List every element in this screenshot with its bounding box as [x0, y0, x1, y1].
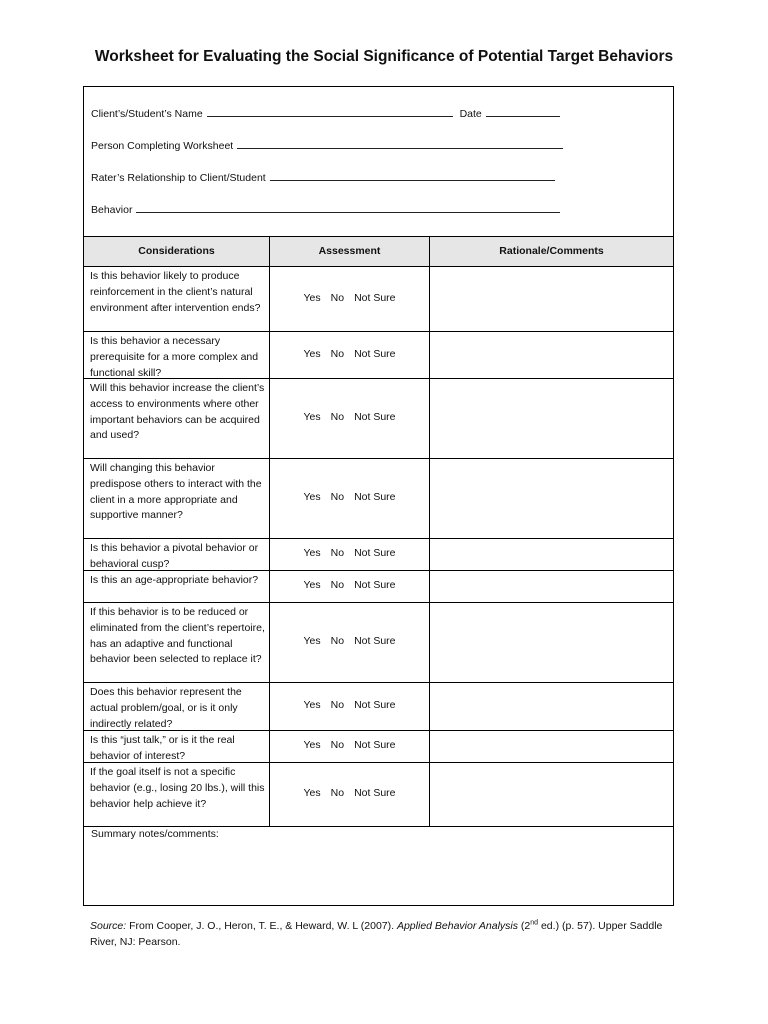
- source-book: Applied Behavior Analysis: [396, 920, 518, 932]
- option-no[interactable]: No: [330, 579, 345, 591]
- behavior-line: [91, 202, 560, 216]
- assessment-options: [270, 787, 429, 799]
- table-row: [84, 731, 673, 763]
- source-edition-sup: nd: [530, 919, 539, 927]
- header-considerations: Considerations: [138, 245, 215, 257]
- option-yes[interactable]: Yes: [303, 347, 321, 360]
- table-row: [84, 539, 673, 571]
- consideration-question: Will changing this behavior predispose others to interact with the client in a more appropriate and supportive manner?: [90, 462, 262, 522]
- option-yes[interactable]: Yes: [303, 579, 321, 591]
- option-no[interactable]: No: [330, 635, 345, 647]
- option-not-sure[interactable]: Not Sure: [354, 291, 396, 304]
- option-not-sure[interactable]: Not Sure: [354, 491, 396, 503]
- table-row: [84, 332, 673, 379]
- consideration-question: Will this behavior increase the client’s access to environments where other important behaviors can be acquired and used?: [90, 382, 265, 442]
- relationship-blank[interactable]: [270, 170, 555, 181]
- table-row: [84, 763, 673, 827]
- option-not-sure[interactable]: Not Sure: [354, 411, 396, 423]
- name-label: Client’s/Student’s Name: [91, 108, 203, 120]
- option-no[interactable]: No: [330, 491, 345, 503]
- column-divider: [429, 236, 430, 826]
- option-yes[interactable]: Yes: [303, 411, 321, 423]
- assessment-options: [270, 579, 429, 591]
- option-yes[interactable]: Yes: [303, 291, 321, 304]
- source-citation: [90, 918, 670, 950]
- option-no[interactable]: No: [330, 411, 345, 423]
- table-row: [84, 571, 673, 603]
- source-edition-close: ed.) (p. 57). Upper Saddle River, NJ: Pearson.: [90, 920, 663, 948]
- option-not-sure[interactable]: Not Sure: [354, 347, 396, 360]
- consideration-question: Is this an age-appropriate behavior?: [90, 574, 259, 586]
- assessment-options: [270, 635, 429, 647]
- consideration-question: If this behavior is to be reduced or eliminated from the client’s repertoire, has an adaptive and functional behavior been selected to replace it?: [90, 606, 265, 666]
- name-date-line: [91, 106, 560, 120]
- option-yes[interactable]: Yes: [303, 491, 321, 503]
- consideration-question: If the goal itself is not a specific behavior (e.g., losing 20 lbs.), will this behavior help achieve it?: [90, 766, 265, 810]
- option-no[interactable]: No: [330, 347, 345, 360]
- worksheet-frame: [83, 86, 674, 906]
- header-assessment: Assessment: [318, 245, 381, 257]
- relationship-line: [91, 170, 555, 184]
- rationale-cell[interactable]: [430, 683, 673, 730]
- name-blank[interactable]: [207, 106, 453, 117]
- worksheet-title: Worksheet for Evaluating the Social Significance of Potential Target Behaviors: [94, 48, 674, 65]
- option-yes[interactable]: Yes: [303, 547, 321, 559]
- option-yes[interactable]: Yes: [303, 635, 321, 647]
- header-rationale: Rationale/Comments: [499, 245, 604, 257]
- rationale-cell[interactable]: [430, 571, 673, 602]
- rationale-cell[interactable]: [430, 539, 673, 570]
- assessment-options: [270, 411, 429, 423]
- table-row: [84, 683, 673, 731]
- table-header: [84, 236, 673, 267]
- option-yes[interactable]: Yes: [303, 739, 321, 751]
- option-no[interactable]: No: [330, 699, 345, 711]
- rationale-cell[interactable]: [430, 332, 673, 378]
- consideration-question: Is this behavior a necessary prerequisite for a more complex and functional skill?: [90, 335, 259, 379]
- rationale-cell[interactable]: [430, 459, 673, 538]
- summary-label: Summary notes/comments:: [91, 828, 219, 840]
- option-yes[interactable]: Yes: [303, 787, 321, 799]
- option-yes[interactable]: Yes: [303, 699, 321, 711]
- assessment-options: [270, 547, 429, 559]
- option-no[interactable]: No: [330, 291, 345, 304]
- person-label: Person Completing Worksheet: [91, 140, 234, 152]
- rationale-cell[interactable]: [430, 731, 673, 762]
- date-label: Date: [459, 108, 482, 120]
- column-divider: [269, 236, 270, 826]
- table-row: [84, 267, 673, 332]
- option-not-sure[interactable]: Not Sure: [354, 635, 396, 647]
- source-authors: From Cooper, J. O., Heron, T. E., & Heward, W. L (2007).: [129, 920, 395, 932]
- rationale-cell[interactable]: [430, 267, 673, 331]
- consideration-question: Is this behavior a pivotal behavior or behavioral cusp?: [90, 542, 259, 570]
- assessment-options: [270, 348, 429, 360]
- behavior-blank[interactable]: [136, 202, 560, 213]
- table-row: [84, 379, 673, 459]
- assessment-options: [270, 739, 429, 751]
- relationship-label: Rater’s Relationship to Client/Student: [91, 172, 266, 184]
- option-not-sure[interactable]: Not Sure: [354, 787, 396, 799]
- assessment-options: [270, 699, 429, 711]
- option-no[interactable]: No: [330, 787, 345, 799]
- option-not-sure[interactable]: Not Sure: [354, 699, 396, 711]
- consideration-question: Does this behavior represent the actual problem/goal, or is it only indirectly related?: [90, 686, 242, 730]
- option-not-sure[interactable]: Not Sure: [354, 739, 396, 751]
- person-line: [91, 138, 563, 152]
- option-no[interactable]: No: [330, 739, 345, 751]
- consideration-question: Is this “just talk,” or is it the real behavior of interest?: [90, 734, 235, 762]
- person-blank[interactable]: [237, 138, 563, 149]
- source-prefix: Source:: [90, 920, 127, 932]
- option-no[interactable]: No: [330, 547, 345, 559]
- behavior-label: Behavior: [91, 204, 133, 216]
- option-not-sure[interactable]: Not Sure: [354, 547, 396, 559]
- source-edition-open: (2: [520, 920, 531, 932]
- table-row: [84, 459, 673, 539]
- rationale-cell[interactable]: [430, 763, 673, 826]
- table-row: [84, 603, 673, 683]
- option-not-sure[interactable]: Not Sure: [354, 579, 396, 591]
- assessment-options: [270, 292, 429, 304]
- assessment-options: [270, 491, 429, 503]
- rationale-cell[interactable]: [430, 603, 673, 682]
- rationale-cell[interactable]: [430, 379, 673, 458]
- consideration-question: Is this behavior likely to produce reinforcement in the client’s natural environment after intervention ends?: [90, 270, 261, 314]
- date-blank[interactable]: [486, 106, 560, 117]
